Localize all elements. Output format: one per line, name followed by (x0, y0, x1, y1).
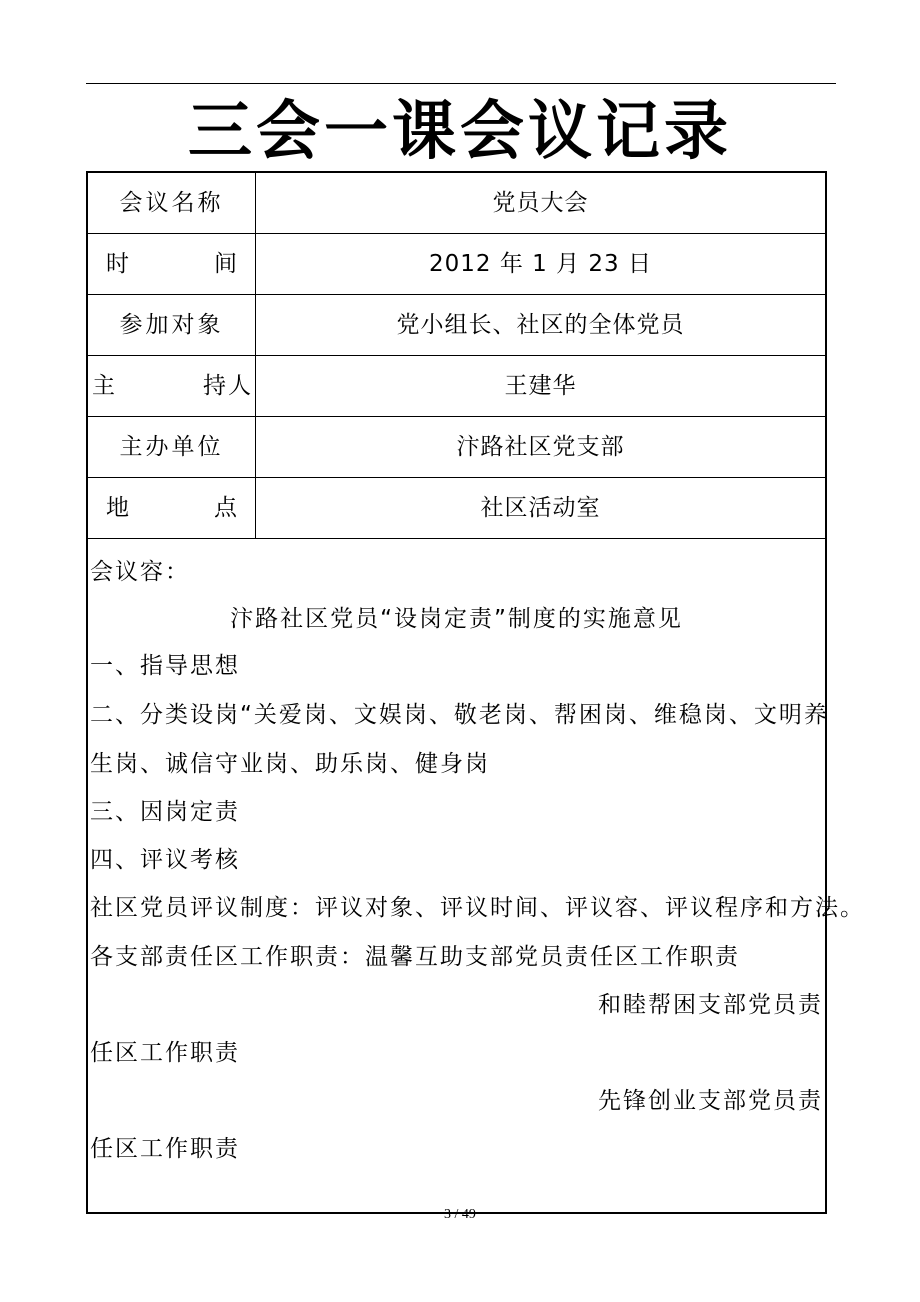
organizer-value: 汴路社区党支部 (456, 434, 625, 460)
location-label-left: 地 (106, 495, 129, 521)
participants-value: 党小组长、社区的全体党员 (396, 312, 685, 338)
content-subtitle: 汴路社区党员“设岗定责”制度的实施意见 (230, 606, 683, 632)
time-label-left: 时 (106, 251, 129, 277)
content-line: 任区工作职责 (90, 1040, 240, 1066)
content-line: 社区党员评议制度：评议对象、评议时间、评议容、评议程序和方法。 (90, 895, 865, 921)
location-label-right: 点 (214, 495, 237, 521)
host-value: 王建华 (504, 373, 577, 399)
location-label (88, 478, 256, 538)
host-label-left: 主 (92, 373, 117, 399)
time-value: 2012 年 1 月 23 日 (429, 251, 652, 277)
row-location (88, 478, 825, 539)
header-rule (86, 83, 836, 84)
meeting-name-label: 会议名称 (88, 173, 256, 233)
content-line: 生岗、诚信守业岗、助乐岗、健身岗 (90, 751, 490, 777)
content-heading: 会议容： (90, 559, 190, 585)
content-line: 任区工作职责 (90, 1136, 240, 1162)
page-title: 三会一课会议记录 (188, 94, 732, 169)
meeting-record-table (86, 171, 865, 1214)
host-label-right: 持人 (203, 373, 253, 399)
row-host (88, 356, 825, 417)
row-organizer (88, 417, 825, 478)
participants-label: 参加对象 (88, 295, 256, 355)
organizer-label: 主办单位 (88, 417, 256, 477)
time-label (88, 234, 256, 294)
time-label-right: 间 (214, 251, 237, 277)
location-value: 社区活动室 (480, 495, 601, 521)
content-line: 二、分类设岗“关爱岗、文娱岗、敬老岗、帮困岗、维稳岗、文明养 (90, 702, 829, 728)
content-line: 一、指导思想 (90, 653, 240, 679)
row-participants (88, 295, 825, 356)
page-number: 3 / 49 (444, 1207, 476, 1222)
meeting-name-value: 党员大会 (492, 190, 589, 216)
content-line: 和睦帮困支部党员责 (598, 992, 823, 1018)
content-line: 各支部责任区工作职责：温馨互助支部党员责任区工作职责 (90, 944, 740, 970)
host-label (88, 356, 256, 416)
content-line: 四、评议考核 (90, 847, 240, 873)
content-line: 三、因岗定责 (90, 799, 240, 825)
content-line: 先锋创业支部党员责 (598, 1088, 823, 1114)
row-time (88, 234, 825, 295)
row-meeting-name (88, 173, 825, 234)
